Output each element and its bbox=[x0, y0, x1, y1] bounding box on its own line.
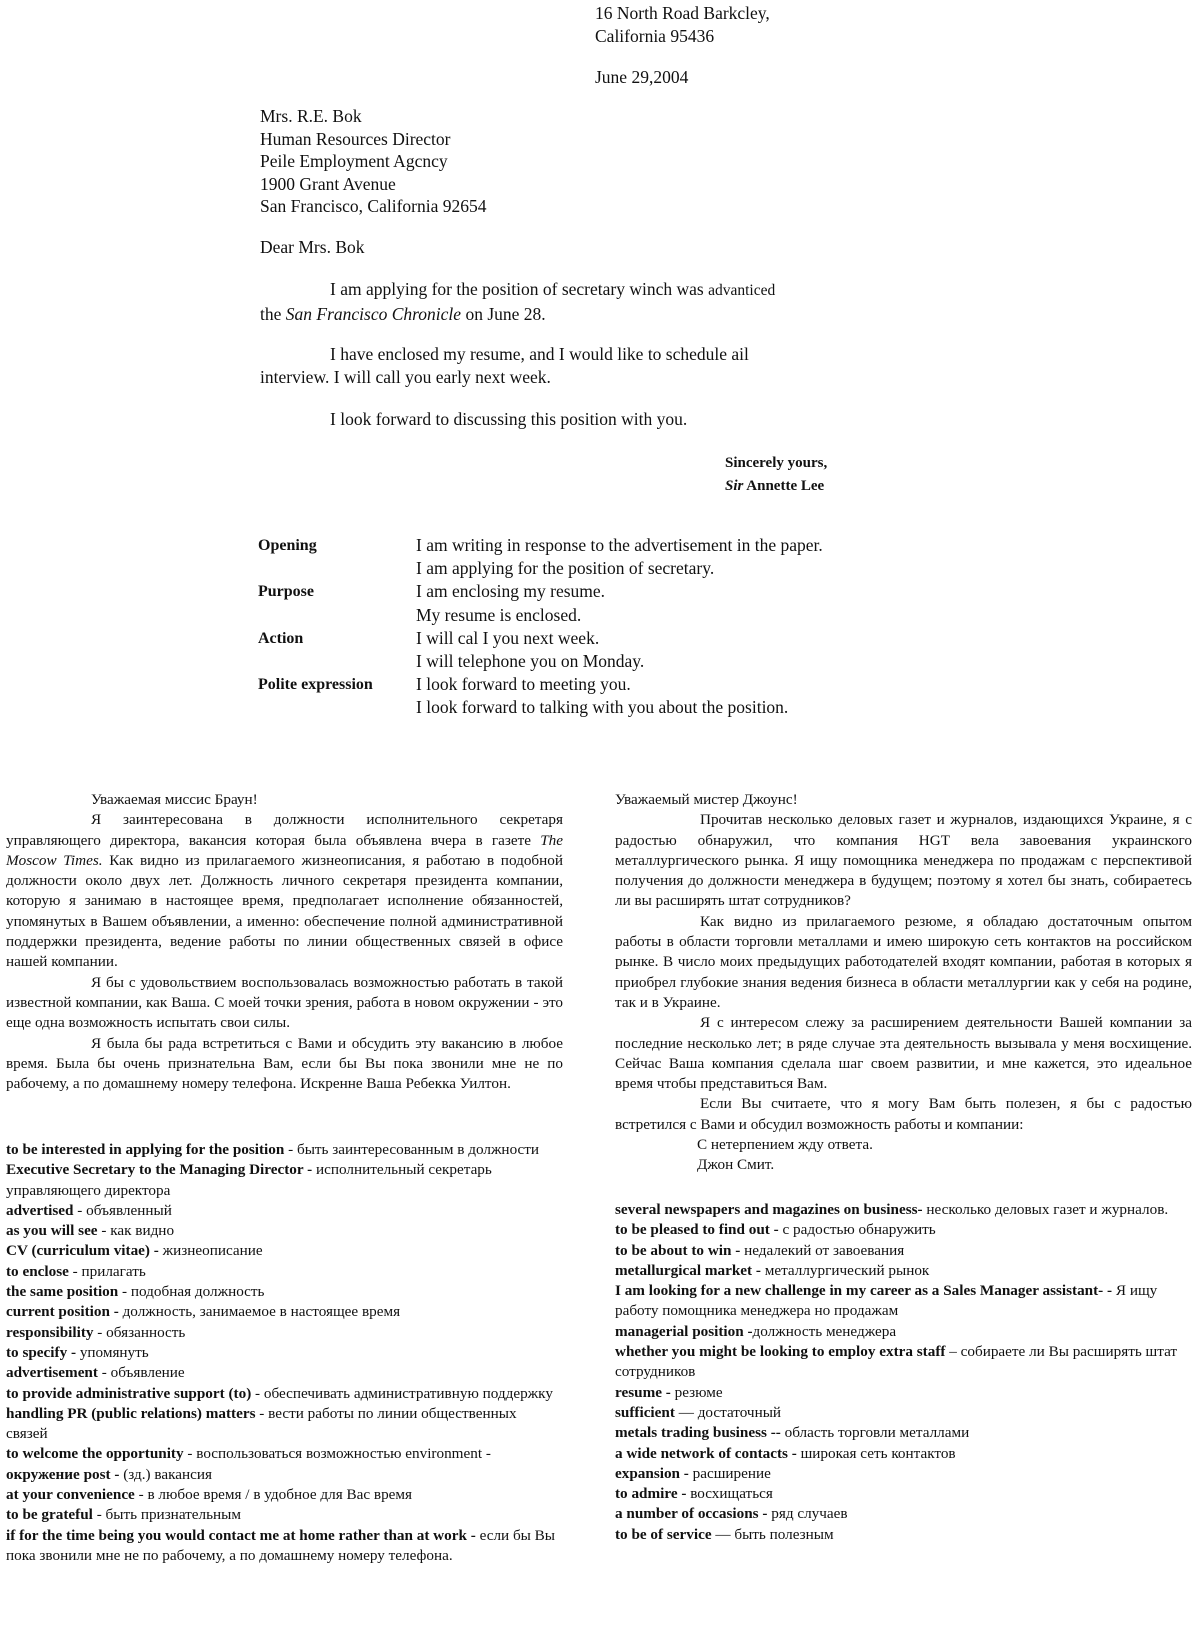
recipient-line: Mrs. R.E. Bok bbox=[260, 106, 362, 126]
vocabulary-list-left bbox=[6, 1140, 561, 1566]
letter-closing bbox=[725, 452, 827, 498]
ru-salutation: Уважаемый мистер Джоунс! bbox=[615, 791, 798, 808]
vocabulary-term: advertisement bbox=[6, 1364, 98, 1382]
phrase-row bbox=[258, 557, 823, 580]
letter-paragraph-1 bbox=[260, 278, 775, 325]
vocabulary-entry bbox=[6, 1160, 561, 1201]
vocabulary-definition: недалекий от завоевания bbox=[744, 1241, 905, 1259]
vocabulary-term: current position - bbox=[6, 1303, 119, 1321]
vocabulary-definition: как видно bbox=[110, 1222, 175, 1240]
ru-paragraph: Прочитав несколько деловых газет и журналов, издающихся Украине, я с радостью обнаружил, что компания HGT вела завоевания украинского металлургического рынка. Я ищу помощника менеджера по продажам с перспективой получения до должности менеджера в будущем; поэтому я хотел бы знать, собираетесь ли вы расширять штат сотрудников? bbox=[615, 811, 1192, 910]
vocabulary-entry bbox=[6, 1384, 561, 1404]
phrase: I am writing in response to the advertisement in the paper. bbox=[416, 535, 823, 555]
recipient-line: Peile Employment Agcncy bbox=[260, 151, 448, 172]
vocabulary-definition: жизнеописание bbox=[162, 1242, 263, 1260]
vocabulary-term: to be about to win - bbox=[615, 1241, 741, 1259]
vocabulary-definition: вести работы по линии общественных связей bbox=[6, 1404, 517, 1443]
letter-paragraph-2 bbox=[260, 343, 749, 388]
text: Sir bbox=[725, 478, 744, 494]
sender-address-line: 16 North Road Barkcley, bbox=[595, 3, 770, 23]
vocabulary-term: the same position bbox=[6, 1283, 119, 1301]
recipient-line: Human Resources Director bbox=[260, 128, 451, 149]
text: advanticed bbox=[708, 282, 776, 299]
phrase-category: Action bbox=[258, 629, 304, 647]
vocabulary-definition: резюме bbox=[674, 1383, 723, 1401]
vocabulary-separator: - bbox=[134, 1486, 148, 1504]
vocabulary-definition: объявление bbox=[110, 1364, 185, 1382]
vocabulary-separator: - bbox=[97, 1364, 111, 1382]
vocabulary-term: if for the time being you would contact me at home rather than at work - bbox=[6, 1526, 476, 1544]
vocabulary-separator: — bbox=[711, 1525, 735, 1543]
vocabulary-definition: (зд.) вакансия bbox=[123, 1465, 212, 1483]
vocabulary-separator: - bbox=[68, 1262, 82, 1280]
vocabulary-entry bbox=[615, 1322, 1192, 1342]
vocabulary-term: expansion - bbox=[615, 1464, 689, 1482]
vocabulary-definition: подобная должность bbox=[130, 1283, 265, 1301]
vocabulary-entry bbox=[615, 1464, 1192, 1484]
ru-signature: Джон Смит. bbox=[697, 1156, 775, 1174]
vocabulary-definition: обеспечивать административную поддержку bbox=[263, 1384, 553, 1402]
vocabulary-definition: быть заинтересованным в должности bbox=[296, 1141, 540, 1158]
vocabulary-definition: обязанность bbox=[106, 1323, 186, 1341]
vocabulary-term: to provide administrative support (to) bbox=[6, 1384, 252, 1402]
recipient-line: San Francisco, California 92654 bbox=[260, 196, 487, 217]
ru-paragraph: Как видно из прилагаемого резюме, я обладаю достаточным опытом работы в области торговли металлами и имею широкую сеть контактов на российском рынке. В число моих предыдущих работодателей входят компании, работая в которых я приобрел глубокие знания ведения бизнеса в области металлургии как у себя на родине, так и в Украине. bbox=[615, 912, 1192, 1011]
vocabulary-definition: должность, занимаемое в настоящее время bbox=[122, 1303, 401, 1321]
vocabulary-definition: Я ищу работу помощника менеджера но продажам bbox=[615, 1282, 1158, 1320]
vocabulary-entry bbox=[615, 1423, 1192, 1443]
vocabulary-entry bbox=[615, 1504, 1192, 1524]
vocabulary-definition: если бы Вы пока звонили мне не по рабочему, а по домашнему номеру телефона. bbox=[6, 1526, 556, 1564]
vocabulary-definition: исполнительный секретарь управляющего директора bbox=[6, 1161, 492, 1199]
vocabulary-entry bbox=[6, 1323, 561, 1343]
ru-signoff: С нетерпением жду ответа. bbox=[697, 1136, 873, 1154]
vocabulary-definition: быть признательным bbox=[105, 1506, 241, 1524]
vocabulary-entry bbox=[615, 1241, 1192, 1261]
signature bbox=[725, 475, 827, 498]
vocabulary-separator: - bbox=[93, 1323, 107, 1341]
vocabulary-term: as you will see bbox=[6, 1222, 98, 1240]
vocabulary-entry bbox=[6, 1282, 561, 1302]
vocabulary-term: to be pleased to find out - bbox=[615, 1221, 779, 1239]
vocabulary-definition: воспользоваться возможностью environment - bbox=[196, 1445, 491, 1463]
vocabulary-separator: - bbox=[284, 1141, 297, 1158]
vocabulary-term: sufficient bbox=[615, 1403, 675, 1421]
text: I look forward to discussing this position with you. bbox=[330, 409, 688, 429]
vocabulary-entry bbox=[6, 1343, 561, 1363]
vocabulary-term: several newspapers and magazines on business- bbox=[615, 1201, 923, 1218]
vocabulary-term: resume - bbox=[615, 1383, 671, 1401]
phrase-row bbox=[258, 534, 823, 557]
vocabulary-entry bbox=[6, 1526, 561, 1567]
newspaper-name: The Moscow Times. bbox=[6, 831, 563, 869]
vocabulary-term: окружение post - bbox=[6, 1465, 120, 1483]
vocabulary-entry bbox=[615, 1383, 1192, 1403]
vocabulary-term: to welcome the opportunity bbox=[6, 1445, 184, 1463]
vocabulary-entry bbox=[6, 1140, 561, 1160]
vocabulary-separator: - bbox=[73, 1201, 87, 1219]
vocabulary-term: a wide network of contacts - bbox=[615, 1444, 797, 1462]
vocabulary-definition: ряд случаев bbox=[771, 1505, 848, 1523]
ru-paragraph: Я с интересом слежу за расширением деятельности Вашей компании за последние несколько лет; в ряде случае эта деятельность вызывала у меня восхищение. Сейчас Ваша компания сделала шаг своем развитии, и мне кажется, это идеальное время чтобы представиться Вам. bbox=[615, 1014, 1192, 1093]
phrase-category: Polite expression bbox=[258, 676, 373, 694]
vocabulary-definition: объявленный bbox=[86, 1201, 172, 1219]
ru-paragraph bbox=[6, 810, 563, 972]
russian-letter-right bbox=[615, 790, 1192, 1176]
vocabulary-definition: упомянуть bbox=[79, 1343, 149, 1361]
phrase-row bbox=[258, 650, 823, 673]
vocabulary-term: a number of occasions - bbox=[615, 1505, 768, 1523]
vocabulary-term: to be grateful bbox=[6, 1506, 93, 1524]
vocabulary-separator: – bbox=[945, 1343, 961, 1361]
newspaper-name: San Francisco Chronicle bbox=[285, 303, 462, 324]
letter-date: June 29,2004 bbox=[595, 67, 689, 87]
vocabulary-term: responsibility bbox=[6, 1323, 94, 1341]
vocabulary-entry bbox=[6, 1505, 561, 1525]
phrase-row bbox=[258, 580, 823, 603]
vocabulary-term: metallurgical market - bbox=[615, 1261, 761, 1279]
phrase-category: Opening bbox=[258, 537, 317, 554]
vocabulary-entry bbox=[615, 1261, 1192, 1281]
recipient-address bbox=[260, 105, 486, 218]
vocabulary-entry bbox=[6, 1241, 561, 1261]
phrase: I will telephone you on Monday. bbox=[416, 651, 645, 672]
sender-address bbox=[595, 2, 770, 47]
vocabulary-separator: - bbox=[183, 1445, 197, 1463]
vocabulary-entry bbox=[615, 1403, 1192, 1423]
vocabulary-term: to admire - bbox=[615, 1485, 687, 1503]
text: Как видно из прилагаемого жизнеописания, я работаю в подобной должности около двух лет. Должность личного секретаря президента компании, которую я занимаю в настоящее время, предполагает исполнение обязанностей, упомянутых в Вашем объявлении, а именно: обеспечение полной административной поддержки президента, ведение работы по линии общественных связей в офисе нашей компании. bbox=[6, 851, 563, 971]
letter-salutation: Dear Mrs. Bok bbox=[260, 237, 365, 257]
vocabulary-entry bbox=[6, 1302, 561, 1322]
vocabulary-entry bbox=[6, 1465, 561, 1485]
text: Я заинтересована в должности исполнительного секретаря управляющего директора, вакансия которая была объявлена вчера в газете bbox=[6, 811, 563, 849]
vocabulary-term: to specify - bbox=[6, 1343, 77, 1361]
sender-address-line: California 95436 bbox=[595, 25, 715, 46]
vocabulary-entry bbox=[615, 1444, 1192, 1464]
vocabulary-separator: - bbox=[118, 1283, 131, 1301]
vocabulary-definition: достаточный bbox=[697, 1403, 782, 1421]
vocabulary-definition: в любое время / в удобное для Вас время bbox=[147, 1486, 413, 1504]
phrase: I am applying for the position of secretary. bbox=[416, 558, 715, 579]
vocabulary-definition: восхищаться bbox=[690, 1485, 773, 1503]
vocabulary-definition: несколько деловых газет и журналов. bbox=[926, 1201, 1169, 1218]
vocabulary-separator: - bbox=[92, 1506, 106, 1524]
vocabulary-entry bbox=[6, 1485, 561, 1505]
text: Annette Lee bbox=[743, 478, 825, 494]
vocabulary-definition: должность менеджера bbox=[752, 1322, 897, 1340]
vocabulary-entry bbox=[615, 1200, 1192, 1220]
phrase: I look forward to meeting you. bbox=[416, 674, 631, 695]
vocabulary-entry bbox=[615, 1220, 1192, 1240]
phrase: I look forward to talking with you about the position. bbox=[416, 697, 789, 718]
vocabulary-separator: - bbox=[255, 1404, 269, 1422]
phrase-row bbox=[258, 627, 823, 650]
vocabulary-term: advertised bbox=[6, 1201, 74, 1219]
vocabulary-entry bbox=[615, 1484, 1192, 1504]
vocabulary-separator: - bbox=[251, 1384, 264, 1402]
vocabulary-term: to be of service bbox=[615, 1525, 712, 1543]
phrase-table bbox=[258, 534, 823, 720]
russian-letter-left bbox=[6, 790, 563, 1094]
vocabulary-definition: широкая сеть контактов bbox=[800, 1444, 956, 1462]
vocabulary-separator: — bbox=[674, 1403, 698, 1421]
vocabulary-term: metals trading business -- bbox=[615, 1424, 781, 1442]
ru-salutation: Уважаемая миссис Браун! bbox=[91, 791, 258, 808]
vocabulary-entry bbox=[6, 1444, 561, 1464]
vocabulary-definition: прилагать bbox=[81, 1262, 146, 1280]
vocabulary-entry bbox=[6, 1221, 561, 1241]
phrase-row bbox=[258, 604, 823, 627]
phrase-row bbox=[258, 673, 823, 696]
vocabulary-term: to enclose bbox=[6, 1262, 69, 1280]
vocabulary-definition: область торговли металлами bbox=[784, 1424, 970, 1442]
vocabulary-term: at your convenience bbox=[6, 1486, 135, 1504]
vocabulary-definition: быть полезным bbox=[734, 1525, 834, 1543]
vocabulary-entry bbox=[615, 1281, 1192, 1322]
vocabulary-entry bbox=[6, 1201, 561, 1221]
vocabulary-term: I am looking for a new challenge in my career as a Sales Manager assistant- - bbox=[615, 1282, 1113, 1300]
vocabulary-term: handling PR (public relations) matters bbox=[6, 1404, 256, 1422]
text: interview. I will call you early next week. bbox=[260, 366, 551, 387]
text: I have enclosed my resume, and I would like to schedule ail bbox=[330, 344, 749, 364]
phrase-row bbox=[258, 696, 823, 719]
vocabulary-entry bbox=[6, 1262, 561, 1282]
ru-paragraph: Я бы с удовольствием воспользовалась возможностью работать в такой известной компании, как Ваша. С моей точки зрения, работа в новом окружении - это еще одна возможность испытать свои силы. bbox=[6, 973, 563, 1032]
vocabulary-entry bbox=[6, 1363, 561, 1383]
vocabulary-definition: металлургический рынок bbox=[764, 1261, 930, 1279]
vocabulary-term: Executive Secretary to the Managing Director - bbox=[6, 1161, 313, 1179]
letter-paragraph-3 bbox=[260, 408, 687, 431]
phrase: I am enclosing my resume. bbox=[416, 581, 606, 602]
vocabulary-entry bbox=[615, 1342, 1192, 1383]
closing-phrase: Sincerely yours, bbox=[725, 455, 828, 471]
phrase: My resume is enclosed. bbox=[416, 604, 582, 625]
text: on June 28. bbox=[461, 303, 546, 324]
phrase: I will cal I you next week. bbox=[416, 627, 600, 648]
recipient-line: 1900 Grant Avenue bbox=[260, 173, 396, 194]
vocabulary-definition: с радостью обнаружить bbox=[782, 1221, 936, 1239]
vocabulary-entry bbox=[6, 1404, 561, 1445]
text: the bbox=[260, 303, 286, 324]
vocabulary-term: whether you might be looking to employ extra staff bbox=[615, 1343, 946, 1361]
vocabulary-entry bbox=[615, 1525, 1192, 1545]
ru-paragraph: Я была бы рада встретиться с Вами и обсудить эту вакансию в любое время. Была бы очень признательна Вам, если бы Вы пока звонили мне не по рабочему, а по домашнему номеру телефона. Искренне Ваша Ребекка Уилтон. bbox=[6, 1034, 563, 1093]
vocabulary-term: to be interested in applying for the position bbox=[6, 1141, 285, 1158]
vocabulary-term: CV (curriculum vitae) - bbox=[6, 1242, 159, 1260]
ru-paragraph: Если Вы считаете, что я могу Вам быть полезен, я бы с радостью встретился с Вами и обсудил возможность работы и компании: bbox=[615, 1095, 1192, 1133]
vocabulary-term: managerial position - bbox=[615, 1322, 753, 1340]
text: I am applying for the position of secretary winch was bbox=[330, 279, 709, 299]
vocabulary-list-right bbox=[615, 1200, 1192, 1545]
phrase-category: Purpose bbox=[258, 583, 314, 601]
vocabulary-definition: расширение bbox=[692, 1464, 771, 1482]
vocabulary-definition: собираете ли Вы расширять штат сотрудников bbox=[615, 1343, 1178, 1381]
vocabulary-separator: - bbox=[97, 1222, 111, 1240]
